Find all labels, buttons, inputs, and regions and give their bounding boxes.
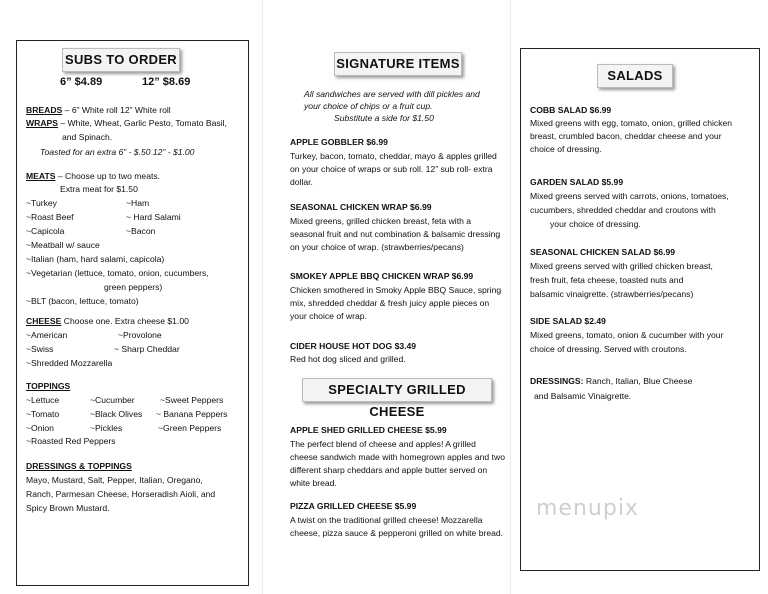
garden-salad-desc-2: cucumbers, shredded cheddar and croutons with [530,205,716,215]
salad-dressings-text: Ranch, Italian, Blue Cheese [583,376,693,386]
pizza-grilled-name: PIZZA GRILLED CHEESE $5.99 [290,501,417,511]
cider-hot-dog-name: CIDER HOUSE HOT DOG $3.49 [290,341,417,351]
meat-turkey: ~Turkey [26,198,57,208]
dressings-line-2: Ranch, Parmesan Cheese, Horseradish Aioli, and [26,489,216,499]
dressings-line-1: Mayo, Mustard, Salt, Pepper, Italian, Oregano, [26,475,203,485]
meat-meatball: ~Meatball w/ sauce [26,240,100,250]
subs-title: SUBS TO ORDER [62,48,180,72]
topping-tomato: ~Tomato [26,409,60,419]
meats-label: MEATS [26,171,56,181]
cobb-salad-desc-1: Mixed greens with egg, tomato, onion, grilled chicken [530,118,733,128]
topping-pickles: ~Pickles [90,423,123,433]
signature-title: SIGNATURE ITEMS [334,52,462,76]
apple-shed-desc-3: different sharp cheddars and apple butter served on [290,465,488,475]
apple-gobbler-desc-3: dollar. [290,177,313,187]
meat-vegetarian: ~Vegetarian (lettuce, tomato, onion, cucumbers, [26,268,209,278]
meat-blt: ~BLT (bacon, lettuce, tomato) [26,296,139,306]
breads-text: – 6” White roll 12” White roll [62,105,171,115]
meat-ham: ~Ham [126,198,150,208]
seasonal-salad-name: SEASONAL CHICKEN SALAD $6.99 [530,247,676,257]
cobb-salad-desc-3: choice of dressing. [530,144,602,154]
garden-salad-desc-3: your choice of dressing. [550,219,641,229]
meats-line [26,170,160,182]
fold-line-right [510,0,511,594]
topping-green-peppers: ~Green Peppers [158,423,222,433]
seasonal-salad-desc-2: fresh fruit, feta cheese, toasted nuts and [530,275,684,285]
cobb-salad-desc-2: breast, crumbled bacon, cheddar cheese and your [530,131,722,141]
signature-intro-3: Substitute a side for $1.50 [334,113,434,123]
seasonal-wrap-desc-3: on your choice of wrap. (strawberries/pecans) [290,242,464,252]
meat-hard-salami: ~ Hard Salami [126,212,181,222]
seasonal-wrap-name: SEASONAL CHICKEN WRAP $6.99 [290,202,432,212]
price-12-inch: 12” $8.69 [142,76,191,88]
wraps-text: – White, Wheat, Garlic Pesto, Tomato Basil, [58,118,227,128]
meat-bacon: ~Bacon [126,226,156,236]
cider-hot-dog-desc: Red hot dog sliced and grilled. [290,354,406,364]
meat-italian: ~Italian (ham, hard salami, capicola) [26,254,165,264]
seasonal-salad-desc-3: balsamic vinaigrette. (strawberries/pecans) [530,289,694,299]
signature-intro-1: All sandwiches are served with dill pickles and [304,89,480,99]
topping-cucumber: ~Cucumber [90,395,135,405]
grilled-cheese-title: SPECIALTY GRILLED CHEESE [302,378,492,402]
meat-capicola: ~Capicola [26,226,65,236]
price-6-inch: 6” $4.89 [60,76,103,88]
dressings-line-3: Spicy Brown Mustard. [26,503,110,513]
dressings-toppings-label: DRESSINGS & TOPPINGS [26,461,132,471]
pizza-grilled-desc-1: A twist on the traditional grilled cheese! Mozzarella [290,515,483,525]
wraps-line [26,117,227,129]
apple-shed-desc-4: white bread. [290,478,337,488]
salad-dressings-text-2: and Balsamic Vinaigrette. [534,391,632,401]
fold-line-left [262,0,263,594]
wraps-text-2: and Spinach. [62,132,113,142]
apple-shed-desc-2: cheese sandwich made with homegrown apples and two [290,452,505,462]
topping-lettuce: ~Lettuce [26,395,60,405]
garden-salad-name: GARDEN SALAD $5.99 [530,177,624,187]
seasonal-wrap-desc-1: Mixed greens, grilled chicken breast, feta with a [290,216,472,226]
pizza-grilled-desc-2: cheese, pizza sauce & pepperoni grilled on white bread. [290,528,504,538]
wraps-label: WRAPS [26,118,58,128]
cheese-mozzarella: ~Shredded Mozzarella [26,358,113,368]
garden-salad-desc-1: Mixed greens served with carrots, onions, tomatoes, [530,191,729,201]
side-salad-desc-1: Mixed greens, tomato, onion & cucumber with your [530,330,724,340]
bbq-wrap-desc-3: your choice of wrap. [290,311,367,321]
breads-label: BREADS [26,105,63,115]
toasted-note: Toasted for an extra 6” - $.50 12” - $1.00 [40,147,195,157]
side-salad-name: SIDE SALAD $2.49 [530,316,606,326]
bbq-wrap-desc-2: mix, shredded cheddar & fresh juicy apple pieces on [290,298,490,308]
cheese-text: Choose one. Extra cheese $1.00 [61,316,189,326]
topping-sweet-peppers: ~Sweet Peppers [160,395,224,405]
apple-shed-desc-1: The perfect blend of cheese and apples! A grilled [290,439,476,449]
bbq-wrap-name: SMOKEY APPLE BBQ CHICKEN WRAP $6.99 [290,271,474,281]
apple-gobbler-name: APPLE GOBBLER $6.99 [290,137,388,147]
seasonal-wrap-desc-2: seasonal fruit and nut combination & balsamic dressing [290,229,501,239]
cheese-american: ~American [26,330,68,340]
side-salad-desc-2: choice of dressing. Served with croutons. [530,344,687,354]
cheese-label: CHEESE [26,316,62,326]
breads-line [26,104,171,116]
apple-shed-name: APPLE SHED GRILLED CHEESE $5.99 [290,425,447,435]
topping-banana-peppers: ~ Banana Peppers [156,409,228,419]
cheese-line [26,315,189,327]
meat-roast-beef: ~Roast Beef [26,212,74,222]
meat-vegetarian-2: green peppers) [104,282,163,292]
topping-black-olives: ~Black Olives [90,409,143,419]
cheese-sharp-cheddar: ~ Sharp Cheddar [114,344,180,354]
extra-meat: Extra meat for $1.50 [60,184,138,194]
toppings-label: TOPPINGS [26,381,71,391]
bbq-wrap-desc-1: Chicken smothered in Smoky Apple BBQ Sauce, spring [290,285,502,295]
topping-roasted-red: ~Roasted Red Peppers [26,436,116,446]
apple-gobbler-desc-1: Turkey, bacon, tomato, cheddar, mayo & apples grilled [290,151,497,161]
cobb-salad-name: COBB SALAD $6.99 [530,105,612,115]
signature-intro-2: your choice of chips or a fruit cup. [304,101,433,111]
cheese-provolone: ~Provolone [118,330,162,340]
salad-dressings-line [530,375,692,387]
topping-onion: ~Onion [26,423,54,433]
watermark: menupix [536,496,639,521]
seasonal-salad-desc-1: Mixed greens served with grilled chicken breast, [530,261,713,271]
salad-dressings-label: DRESSINGS: [530,376,584,386]
apple-gobbler-desc-2: on your choice of wraps or sub roll. 12” sub roll- extra [290,164,493,174]
cheese-swiss: ~Swiss [26,344,54,354]
meats-text: – Choose up to two meats. [55,171,161,181]
salads-title: SALADS [597,64,673,88]
